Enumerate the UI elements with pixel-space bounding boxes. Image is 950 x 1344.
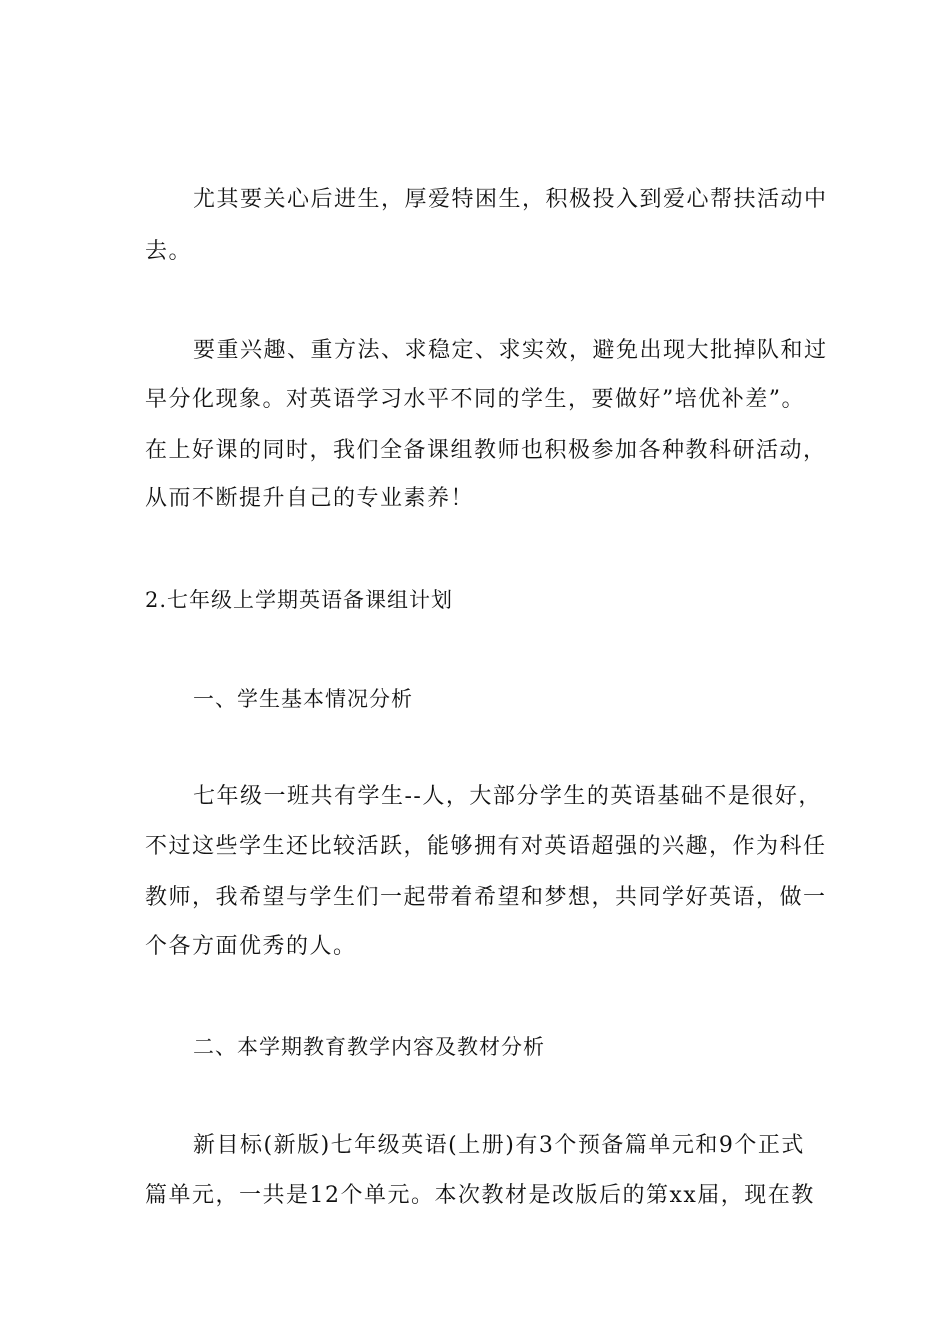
paragraph-4-line-1: 新目标(新版)七年级英语(上册)有3个预备篇单元和9个正式	[193, 1133, 805, 1158]
paragraph-3-line-4: 个各方面优秀的人。	[145, 934, 357, 959]
paragraph-1-line-1: 尤其要关心后进生，厚爱特困生，积极投入到爱心帮扶活动中	[193, 187, 828, 212]
paragraph-3-line-2: 不过这些学生还比较活跃，能够拥有对英语超强的兴趣，作为科任	[145, 834, 827, 859]
paragraph-2-line-1: 要重兴趣、重方法、求稳定、求实效，避免出现大批掉队和过	[193, 338, 828, 363]
section-heading-plan: 2.七年级上学期英语备课组计划	[145, 588, 454, 612]
subheading-content-analysis: 二、本学期教育教学内容及教材分析	[193, 1035, 545, 1059]
paragraph-1-line-2: 去。	[145, 239, 193, 264]
paragraph-4-line-2: 篇单元，一共是12个单元。本次教材是改版后的第xx届，现在教	[145, 1183, 815, 1208]
paragraph-2-line-2: 早分化现象。对英语学习水平不同的学生，要做好”培优补差”。	[145, 387, 805, 412]
paragraph-2-line-3: 在上好课的同时，我们全备课组教师也积极参加各种教科研活动，	[145, 438, 827, 463]
paragraph-2-line-4: 从而不断提升自己的专业素养！	[145, 486, 475, 511]
paragraph-3-line-3: 教师，我希望与学生们一起带着希望和梦想，共同学好英语，做一	[145, 885, 827, 910]
paragraph-3-line-1: 七年级一班共有学生--人，大部分学生的英语基础不是很好，	[193, 784, 822, 809]
subheading-student-analysis: 一、学生基本情况分析	[193, 687, 413, 711]
